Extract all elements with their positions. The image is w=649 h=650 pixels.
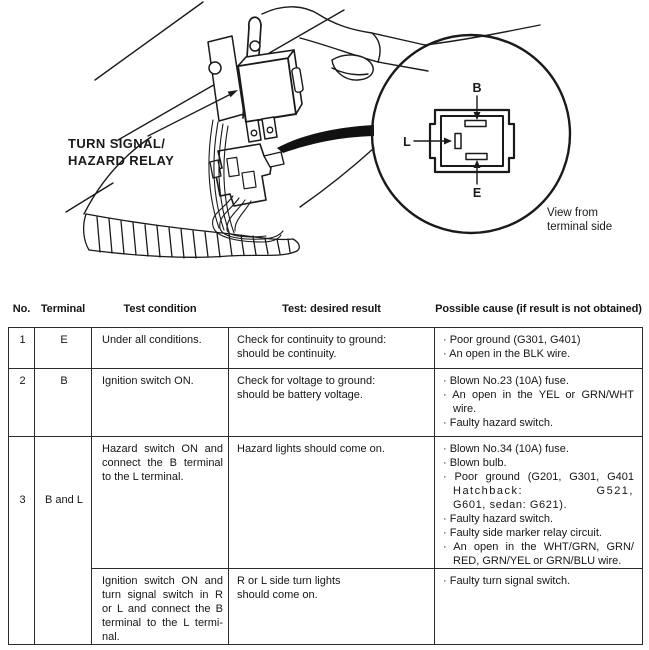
cause-item	[443, 574, 634, 588]
terminal-label-b: B	[472, 81, 482, 95]
text-line: · Poor ground (G201, G301, G401	[443, 470, 634, 483]
text-line: · Faulty side marker relay circuit.	[443, 526, 602, 539]
cause-item	[443, 456, 634, 470]
view-note-line1: View from	[547, 207, 598, 219]
text-line: · Poor ground (G301, G401)	[443, 333, 581, 346]
text-line: · Faulty turn signal switch.	[443, 574, 571, 587]
text-line: Check for continuity to ground:	[237, 333, 387, 346]
text-line: · Blown bulb.	[443, 456, 507, 469]
relay-box	[238, 50, 302, 122]
table-row	[9, 568, 643, 644]
text-line: should come on.	[237, 588, 318, 601]
cell-possible-cause	[435, 568, 643, 644]
text-line: terminal to the L termi-	[102, 616, 223, 629]
text-line: wire.	[453, 402, 477, 415]
text-line: should be continuity.	[237, 347, 337, 360]
text-line: Hatchback: G521,	[453, 484, 634, 497]
test-table	[8, 297, 643, 645]
cell-test-condition	[92, 568, 229, 644]
cause-item	[443, 470, 634, 512]
cell-test-result	[229, 568, 435, 644]
relay-terminal-tabs	[246, 117, 277, 142]
cell-test-result	[229, 368, 435, 436]
text-line: · Faulty hazard switch.	[443, 416, 554, 429]
text-line: Under all conditions.	[102, 333, 202, 346]
relay-location-illustration	[0, 0, 649, 300]
cause-item	[443, 442, 634, 456]
text-line: or L and connect the B	[102, 602, 223, 615]
cause-item	[443, 347, 634, 361]
cause-item	[443, 374, 634, 388]
cell-possible-cause	[435, 436, 643, 568]
table-header-row	[9, 297, 643, 327]
text-line: · An open in the WHT/GRN, GRN/	[443, 540, 634, 553]
text-line: · An open in the BLK wire.	[443, 347, 571, 360]
cell-possible-cause	[435, 368, 643, 436]
text-line: RED, GRN/YEL or GRN/BLU wire.	[453, 554, 622, 567]
column-header: Possible cause (if result is not obtained)	[435, 302, 642, 315]
text-line: should be battery voltage.	[237, 388, 363, 401]
table-body	[9, 327, 643, 644]
body-reinforcement	[262, 7, 540, 80]
terminal-label-l: L	[403, 135, 411, 149]
cell-test-condition	[92, 368, 229, 436]
cell-terminal: B and L	[35, 436, 92, 644]
cell-possible-cause	[435, 327, 643, 368]
troubleshooting-table-section	[8, 297, 642, 645]
cell-terminal: E	[35, 327, 92, 368]
text-line: Hazard switch ON and	[102, 442, 223, 455]
view-note-line2: terminal side	[547, 221, 613, 233]
text-line: Ignition switch ON and	[102, 574, 223, 587]
column-header: Test condition	[123, 302, 197, 315]
relay-label-line1: TURN SIGNAL/	[68, 136, 166, 151]
cell-terminal: B	[35, 368, 92, 436]
text-line: nal.	[102, 630, 120, 643]
text-line: G601, sedan: G621).	[453, 498, 568, 511]
corrugated-tube	[84, 214, 300, 258]
text-line: Check for voltage to ground:	[237, 374, 376, 387]
column-header: No.	[12, 302, 31, 315]
cell-no: 2	[9, 368, 35, 436]
table-row	[9, 327, 643, 368]
text-line: to the L terminal.	[102, 470, 184, 483]
text-line: · Blown No.34 (10A) fuse.	[443, 442, 569, 455]
table-row	[9, 368, 643, 436]
cause-item	[443, 526, 634, 540]
cell-no: 3	[9, 436, 35, 644]
text-line: connect the B terminal	[102, 456, 223, 469]
terminal-label-e: E	[472, 186, 482, 200]
magnifier-swoosh	[277, 125, 374, 153]
cause-item	[443, 416, 634, 430]
cause-item	[443, 388, 634, 416]
text-line: turn signal switch in R	[102, 588, 223, 601]
column-header: Test: desired result	[282, 302, 381, 315]
cell-test-condition	[92, 327, 229, 368]
text-line: Ignition switch ON.	[102, 374, 194, 387]
text-line: · Blown No.23 (10A) fuse.	[443, 374, 569, 387]
table-row	[9, 436, 643, 568]
cell-test-result	[229, 327, 435, 368]
cause-item	[443, 333, 634, 347]
column-header: Terminal	[40, 302, 86, 315]
cell-test-result	[229, 436, 435, 568]
cause-item	[443, 540, 634, 568]
text-line: · Faulty hazard switch.	[443, 512, 554, 525]
text-line: · An open in the YEL or GRN/WHT	[443, 388, 634, 401]
relay-location-figure	[0, 0, 649, 300]
text-line: Hazard lights should come on.	[237, 442, 385, 455]
relay-label-line2: HAZARD RELAY	[68, 153, 175, 168]
cell-no: 1	[9, 327, 35, 368]
text-line: R or L side turn lights	[237, 574, 341, 587]
cell-test-condition	[92, 436, 229, 568]
cause-item	[443, 512, 634, 526]
